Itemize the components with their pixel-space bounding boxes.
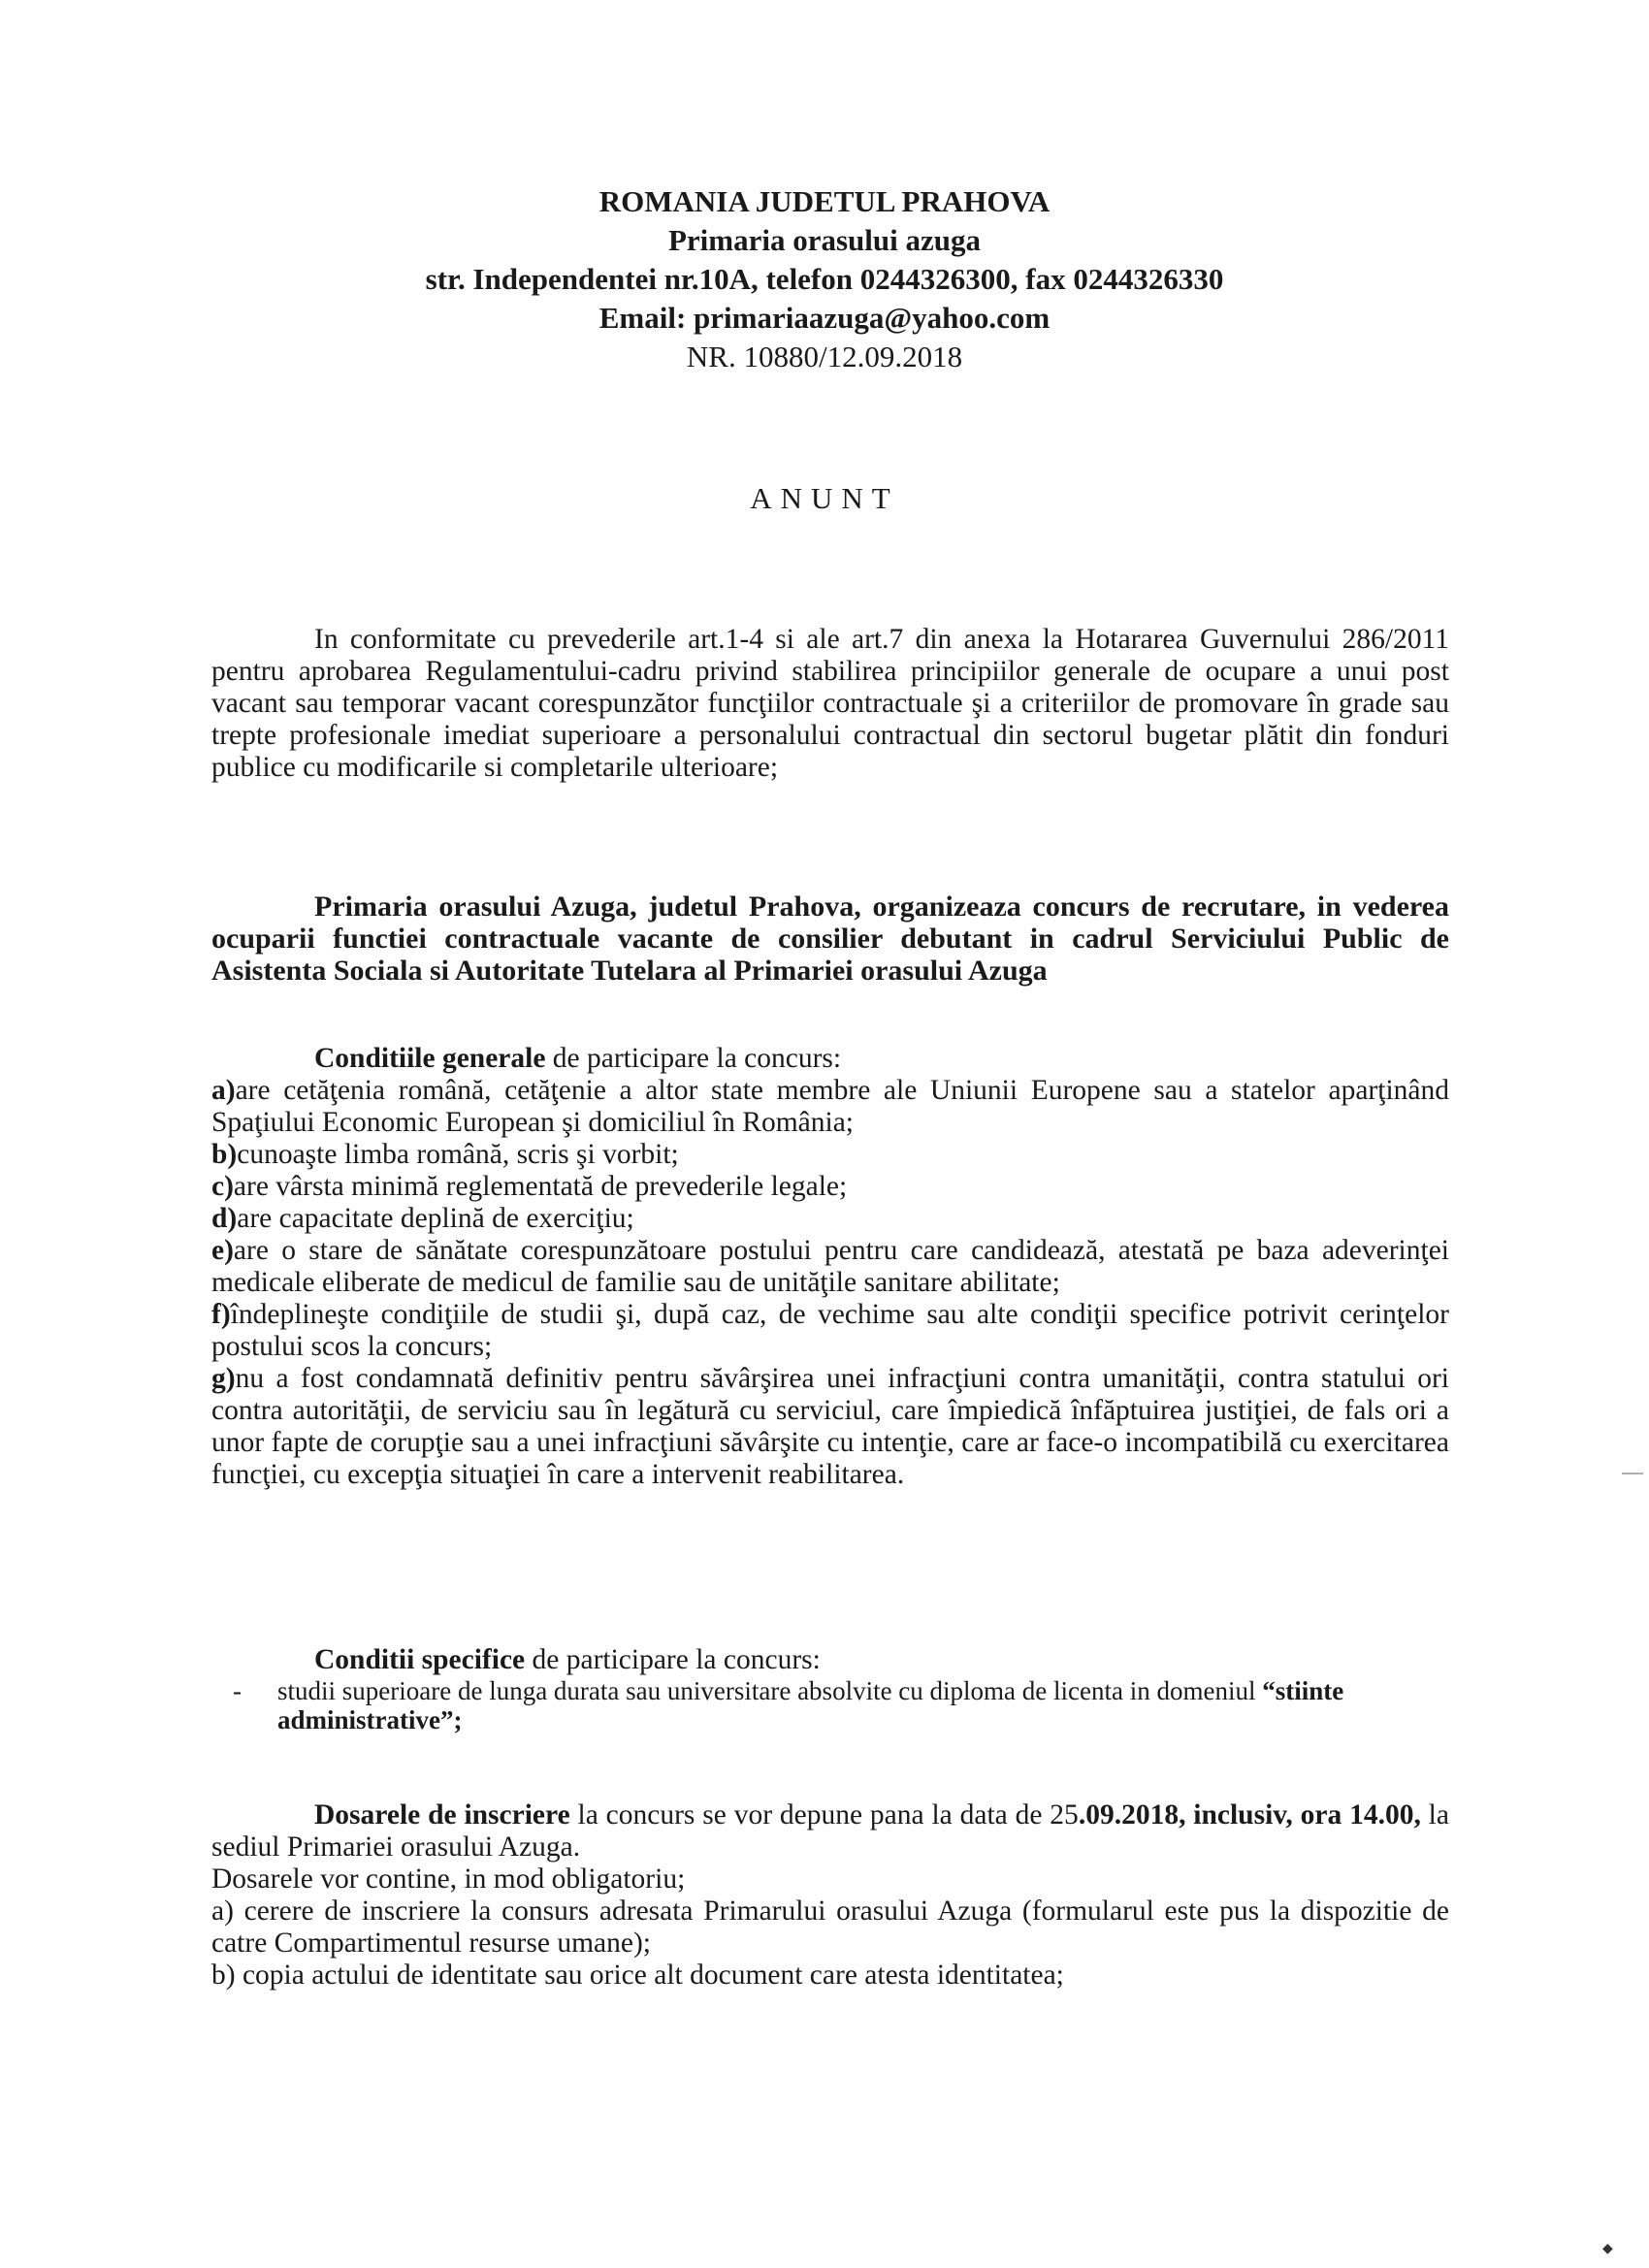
condition-text: are o stare de sănătate corespunzătoare postului pentru care candidează, atestată pe baza adeverinţei medicale eliberate de medicul de familie sau de unităţile sanitare abilitate;	[211, 1235, 1449, 1298]
application-files-intro: Dosarele vor contine, in mod obligatoriu;	[211, 1863, 686, 1895]
application-file-item-b: b) copia actului de identitate sau orice alt document care atesta identitatea;	[211, 1960, 1064, 1991]
condition-letter: c)	[211, 1171, 234, 1202]
general-condition-a	[211, 1075, 1449, 1139]
general-condition-c	[211, 1171, 1449, 1203]
specific-conditions-heading	[211, 1644, 1449, 1676]
application-location-text: la sediul Primariei orasului Azuga.	[211, 1799, 1449, 1863]
scan-corner-mark: ◆	[1602, 2242, 1613, 2256]
application-deadline-text: la concurs se vor depune pana la data de 25	[569, 1799, 1079, 1831]
intro-text: In conformitate cu prevederile art.1-4 si ale art.7 din anexa la Hotararea Guvernului 286/2011 pentru aprobarea Regulamentului-cadru privind stabilirea principiilor generale de ocupare a unui post vacant sau temporar vacant corespunzător funcţiilor contractuale şi a criteriilor de promovare în grade sau trepte profesionale imediat superioare a personalului contractual din sectorul bugetar plătit din fonduri publice cu modificarile si completarile ulterioare;	[211, 624, 1449, 783]
document-header	[0, 182, 1649, 376]
general-condition-e	[211, 1235, 1449, 1299]
application-files-section	[211, 1799, 1449, 1992]
condition-letter: d)	[211, 1203, 238, 1234]
scan-edge-mark	[1622, 1473, 1643, 1474]
header-country-county: ROMANIA JUDETUL PRAHOVA	[598, 184, 1051, 218]
specific-condition-text	[277, 1676, 1449, 1734]
condition-text: cunoaşte limba română, scris şi vorbit;	[237, 1139, 679, 1170]
general-condition-d	[211, 1203, 1449, 1235]
intro-paragraph	[211, 624, 1449, 784]
header-institution: Primaria orasului azuga	[667, 223, 982, 257]
general-condition-f	[211, 1299, 1449, 1363]
condition-text: îndeplineşte condiţiile de studii şi, după caz, de vechime sau alte condiţii specifice potrivit cerinţelor postului scos la concurs;	[211, 1299, 1449, 1362]
condition-text: are vârsta minimă reglementată de prevederile legale;	[233, 1171, 848, 1202]
general-condition-b	[211, 1139, 1449, 1171]
specific-conditions-heading-rest: de participare la concurs:	[525, 1644, 821, 1675]
specific-conditions-heading-bold: Conditii specifice	[314, 1644, 526, 1675]
header-email: Email: primariaazuga@yahoo.com	[598, 301, 1051, 335]
general-condition-g	[211, 1363, 1449, 1491]
condition-text: nu a fost condamnată definitiv pentru săvârşirea unei infracţiuni contra umanităţii, contra statului ori contra autorităţii, de serviciu sau în legătură cu serviciul, care împiedică înfăptuirea justiţiei, de fals ori a unor fapte de corupţie sau a unei infracţiuni săvârşite cu intenţie, care ar face-o incompatibilă cu exercitarea funcţiei, cu excepţia situaţiei în care a intervenit reabilitarea.	[211, 1363, 1449, 1490]
specific-condition-item	[211, 1676, 1449, 1734]
condition-letter: e)	[211, 1235, 234, 1266]
specific-condition-bold: “stiinte administrative”;	[277, 1676, 1344, 1734]
application-files-bold: Dosarele de inscriere	[314, 1799, 570, 1831]
condition-text: are cetăţenia română, cetăţenie a altor state membre ale Uniunii Europene sau a statelor aparţinând Spaţiului Economic European şi domiciliul în România;	[211, 1075, 1449, 1138]
condition-letter: a)	[211, 1075, 236, 1106]
general-conditions-section	[211, 1043, 1449, 1491]
condition-letter: f)	[211, 1299, 231, 1330]
general-conditions-heading-rest: de participare la concurs:	[545, 1043, 842, 1074]
document-title: ANUNT	[750, 481, 899, 515]
general-conditions-heading-bold: Conditiile generale	[314, 1043, 546, 1074]
general-conditions-heading	[211, 1043, 1449, 1075]
header-address: str. Independentei nr.10A, telefon 0244326300, fax 0244326330	[425, 262, 1224, 296]
condition-letter: g)	[211, 1363, 236, 1394]
condition-text: are capacitate deplină de exerciţiu;	[237, 1203, 634, 1234]
specific-condition-plain: studii superioare de lunga durata sau universitare absolvite cu diploma de licenta in domeniul	[277, 1676, 1263, 1705]
organizer-paragraph	[211, 891, 1449, 987]
organizer-text: Primaria orasului Azuga, judetul Prahova, organizeaza concurs de recrutare, in vederea ocuparii functiei contractuale vacante de consilier debutant in cadrul Serviciului Public de Asistenta Sociala si Autoritate Tutelara al Primariei orasului Azuga	[211, 891, 1449, 987]
application-deadline-bold: .09.2018, inclusiv, ora 14.00,	[1078, 1799, 1421, 1831]
condition-letter: b)	[211, 1139, 238, 1170]
list-dash: -	[233, 1676, 242, 1705]
specific-conditions-section	[211, 1644, 1449, 1734]
application-deadline-paragraph	[211, 1799, 1449, 1863]
header-registration-number: NR. 10880/12.09.2018	[686, 340, 963, 373]
application-file-item-a: a) cerere de inscriere la consurs adresata Primarului orasului Azuga (formularul este pus la dispozitie de catre Compartimentul resurse umane);	[211, 1895, 1449, 1959]
